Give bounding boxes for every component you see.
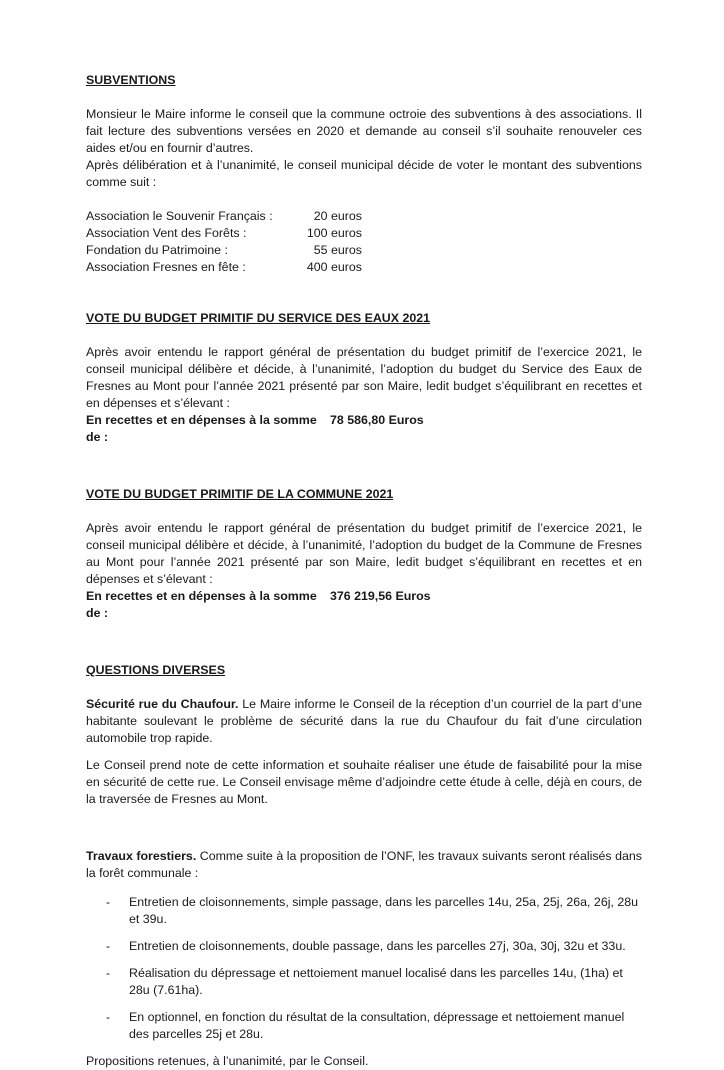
subventions-paragraph-1: Monsieur le Maire informe le conseil que la commune octroie des subventions à des associations. Il fait lecture des subventions versées en 2020 et demande au conseil s’il souhaite renouveler ces aides et/ou en fournir d’autres. [86,107,642,155]
securite-title: Sécurité rue du Chaufour. [86,697,239,711]
conseil-paragraph: Le Conseil prend note de cette information et souhaite réaliser une étude de faisabilité pour la mise en sécurité de cette rue. Le Conseil envisage même d’adjoindre cette étude à celle, déjà en cours, de la traversée de Fresnes au Mont. [86,758,642,806]
bullet-dash: - [106,895,111,909]
budget-eaux-total [86,412,642,446]
list-item [86,1009,642,1043]
list-item-text: Entretien de cloisonnements, double passage, dans les parcelles 27j, 30a, 30j, 32u et 33u. [129,939,626,953]
conclusion-paragraph: Propositions retenues, à l’unanimité, par le Conseil. [86,1054,369,1068]
budget-eaux-total-label: En recettes et en dépenses à la somme de : [86,413,317,444]
securite-paragraph [86,696,642,747]
budget-commune-total-label: En recettes et en dépenses à la somme de : [86,589,317,620]
list-item-text: En optionnel, en fonction du résultat de la consultation, dépressage et nettoiement manuel des parcelles 25j et 28u. [129,1010,625,1041]
subvention-amount: 20 euros [313,209,362,223]
travaux-text: Comme suite à la proposition de l’ONF, les travaux suivants seront réalisés dans la forêt communale : [86,849,642,880]
document-page [86,72,642,1070]
subvention-row [86,208,642,225]
travaux-paragraph [86,848,642,882]
budget-eaux-total-value: 78 586,80 Euros [330,413,424,427]
subvention-row [86,259,642,276]
section-heading-budget-eaux: VOTE DU BUDGET PRIMITIF DU SERVICE DES EAUX 2021 [86,311,431,325]
list-item [86,965,642,999]
securite-text: Le Maire informe le Conseil de la réception d’un courriel de la part d’une habitante soulevant le problème de sécurité dans la rue du Chaufour du fait d’une circulation automobile trop rapide. [86,697,642,745]
section-heading-subventions: SUBVENTIONS [86,73,176,87]
subvention-name: Fondation du Patrimoine : [86,243,228,257]
subvention-row [86,225,642,242]
subvention-amount: 100 euros [306,226,362,240]
bullet-dash: - [106,1010,111,1024]
travaux-title: Travaux forestiers. [86,849,197,863]
subventions-paragraph-2: Après délibération et à l’unanimité, le conseil municipal décide de voter le montant des subventions comme suit : [86,158,642,189]
budget-commune-total-value: 376 219,56 Euros [330,589,431,603]
subvention-amount: 400 euros [306,260,362,274]
subvention-name: Association Vent des Forêts : [86,226,247,240]
list-item-text: Entretien de cloisonnements, simple passage, dans les parcelles 14u, 25a, 25j, 26a, 26j, 28u et 39u. [129,895,639,926]
subvention-amount: 55 euros [313,243,362,257]
list-item [86,894,642,928]
section-heading-budget-commune: VOTE DU BUDGET PRIMITIF DE LA COMMUNE 2021 [86,487,394,501]
bullet-dash: - [106,966,111,980]
budget-eaux-paragraph: Après avoir entendu le rapport général de présentation du budget primitif de l’exercice 2021, le conseil municipal délibère et décide, à l’unanimité, l’adoption du budget du Service des Eaux de Fresnes au Mont pour l’année 2021 présenté par son Maire, ledit budget s’équilibrant en recettes et en dépenses et s’élevant : [86,345,642,410]
section-heading-questions-diverses: QUESTIONS DIVERSES [86,663,226,677]
subvention-row [86,242,642,259]
budget-commune-paragraph: Après avoir entendu le rapport général de présentation du budget primitif de l’exercice 2021, le conseil municipal délibère et décide, à l’unanimité, l’adoption du budget de la Commune de Fresnes au Mont pour l’année 2021 présenté par son Maire, ledit budget s’équilibrant en recettes et en dépenses et s’élevant : [86,521,642,586]
list-item-text: Réalisation du dépressage et nettoiement manuel localisé dans les parcelles 14u, (1ha) et 28u (7.61ha). [129,966,623,997]
list-item [86,938,642,955]
bullet-dash: - [106,939,111,953]
travaux-list [86,894,642,1043]
subventions-list [86,208,642,276]
budget-commune-total [86,588,642,622]
subvention-name: Association le Souvenir Français : [86,209,273,223]
subvention-name: Association Fresnes en fête : [86,260,246,274]
